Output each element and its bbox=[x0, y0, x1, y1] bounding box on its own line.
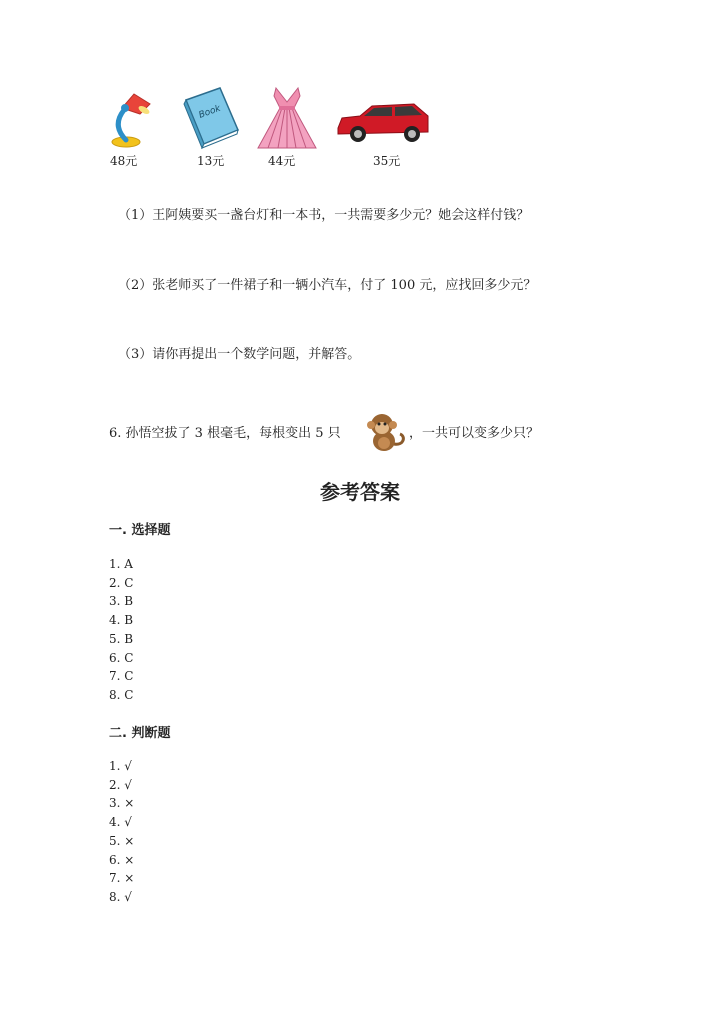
section-2-answers bbox=[109, 757, 134, 907]
answer-item: 3. × bbox=[109, 796, 135, 811]
answer-item: 1. A bbox=[109, 557, 133, 571]
answer-item: 8. √ bbox=[109, 889, 132, 904]
dress-price: 44元 bbox=[268, 154, 296, 168]
answer-item: 7. × bbox=[109, 871, 135, 886]
answer-item: 2. C bbox=[109, 575, 134, 590]
answer-item: 5. × bbox=[109, 833, 135, 848]
answer-item: 6. C bbox=[109, 650, 134, 665]
book-price: 13元 bbox=[197, 154, 225, 168]
question-1: （1）王阿姨要买一盏台灯和一本书，一共需要多少元？她会这样付钱？ bbox=[118, 208, 530, 223]
dress-icon bbox=[254, 86, 320, 154]
book-cover-text: Book bbox=[197, 103, 223, 121]
answer-item: 7. C bbox=[109, 669, 134, 684]
question-2: （2）张老师买了一件裙子和一辆小汽车，付了 100 元，应找回多少元？ bbox=[118, 278, 537, 293]
question-3: （3）请你再提出一个数学问题，并解答。 bbox=[118, 347, 361, 362]
question-6-suffix: ，一共可以变多少只？ bbox=[409, 426, 540, 441]
question-6-text: 6. 孙悟空拔了 3 根毫毛，每根变出 5 只 bbox=[109, 426, 341, 441]
lamp-price: 48元 bbox=[110, 154, 138, 168]
answer-item: 1. √ bbox=[109, 759, 132, 773]
section-1-heading: 一. 选择题 bbox=[109, 523, 171, 538]
answer-item: 4. √ bbox=[109, 815, 132, 830]
answer-item: 2. √ bbox=[109, 777, 132, 792]
monkey-icon bbox=[364, 412, 408, 456]
answer-title: 参考答案 bbox=[320, 480, 400, 504]
section-2-heading: 二. 判断题 bbox=[109, 726, 171, 741]
answer-item: 6. × bbox=[109, 852, 135, 867]
answer-item: 5. B bbox=[109, 631, 134, 646]
car-icon bbox=[334, 100, 432, 150]
answer-item: 8. C bbox=[109, 687, 134, 702]
lamp-icon bbox=[106, 86, 154, 154]
car-price: 35元 bbox=[373, 154, 401, 168]
book-icon bbox=[180, 86, 242, 154]
answer-item: 3. B bbox=[109, 594, 134, 609]
answer-item: 4. B bbox=[109, 613, 134, 628]
section-1-answers bbox=[109, 555, 133, 705]
